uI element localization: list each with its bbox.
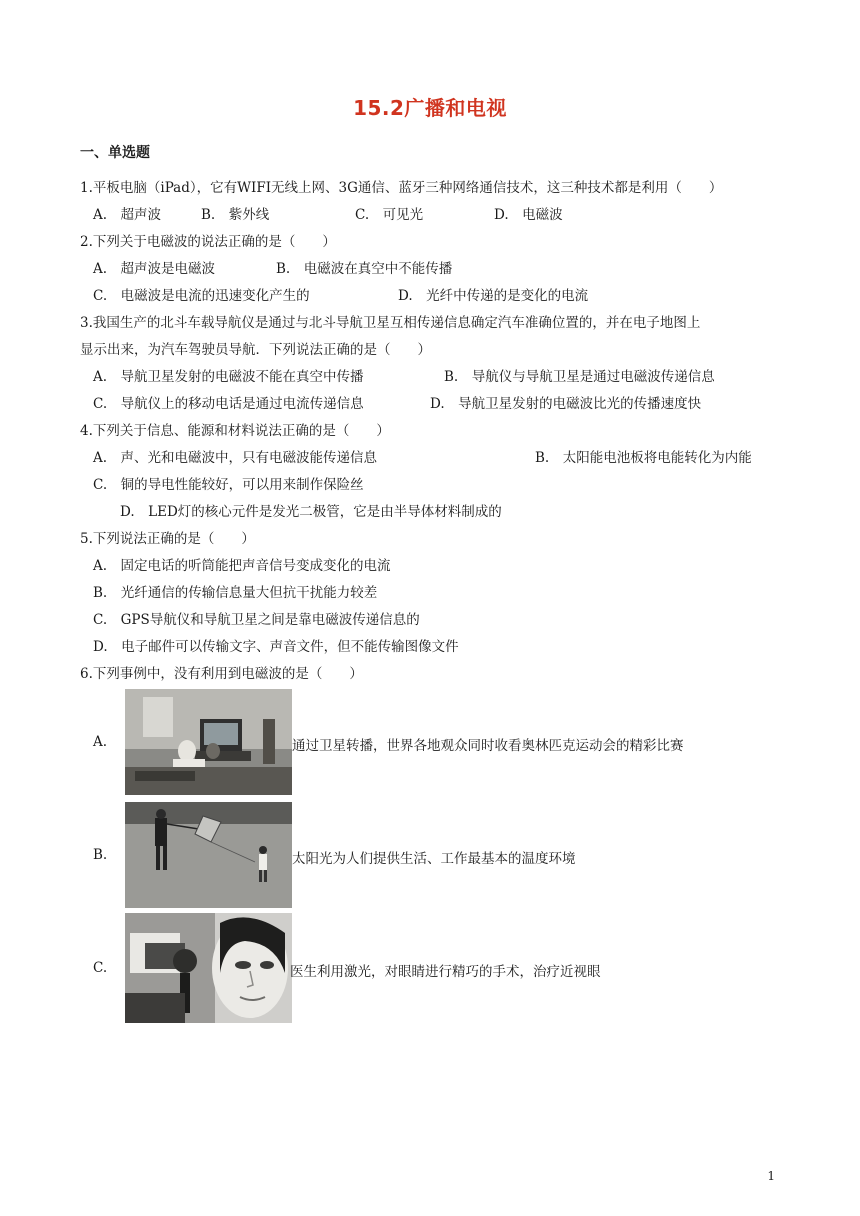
question-2-option-b: B. 电磁波在真空中不能传播 [276,261,453,277]
question-1-option-a: A. 超声波 [93,207,162,223]
eye-surgery-image [125,913,292,1023]
question-5-option-c: C. GPS导航仪和导航卫星之间是靠电磁波传递信息的 [93,612,420,628]
question-6-option-b-description: 太阳光为人们提供生活、工作最基本的温度环境 [292,851,576,867]
question-3-stem-continued: 显示出来，为汽车驾驶员导航．下列说法正确的是（ ） [80,342,431,358]
question-2-option-a: A. 超声波是电磁波 [93,261,216,277]
question-2-option-d: D. 光纤中传递的是变化的电流 [398,288,589,304]
question-5-stem: 5.下列说法正确的是（ ） [80,531,255,547]
question-6-option-a-description: 通过卫星转播，世界各地观众同时收看奥林匹克运动会的精彩比赛 [292,738,684,754]
question-5-option-a: A. 固定电话的听筒能把声音信号变成变化的电流 [93,558,391,574]
question-2-option-c: C. 电磁波是电流的迅速变化产生的 [93,288,310,304]
question-1-stem: 1.平板电脑（iPad），它有WIFI无线上网、3G通信、蓝牙三种网络通信技术，这三种技术都是利用（ ） [80,180,723,196]
section-heading: 一、单选题 [80,145,150,161]
question-1-option-b: B. 紫外线 [201,207,270,223]
question-6-option-b-label: B. [93,847,108,863]
kite-flying-photo [125,802,292,908]
question-1-option-c: C. 可见光 [355,207,424,223]
question-3-option-c: C. 导航仪上的移动电话是通过电流传递信息 [93,396,364,412]
question-5-option-d: D. 电子邮件可以传输文字、声音文件，但不能传输图像文件 [93,639,459,655]
question-4-option-a: A. 声、光和电磁波中，只有电磁波能传递信息 [93,450,378,466]
question-3-option-a: A. 导航卫星发射的电磁波不能在真空中传播 [93,369,364,385]
question-4-option-d: D. LED灯的核心元件是发光二极管，它是由半导体材料制成的 [120,504,502,520]
question-5-option-b: B. 光纤通信的传输信息量大但抗干扰能力较差 [93,585,378,601]
document-title: 15.2广播和电视 [353,96,507,120]
tv-watching-image [125,689,292,795]
question-2-stem: 2.下列关于电磁波的说法正确的是（ ） [80,234,336,250]
tv-watching-photo [125,689,292,795]
question-6-option-a-label: A. [93,734,108,750]
page-number: 1 [767,1169,775,1183]
question-4-stem: 4.下列关于信息、能源和材料说法正确的是（ ） [80,423,390,439]
question-3-stem: 3.我国生产的北斗车载导航仪是通过与北斗导航卫星互相传递信息确定汽车准确位置的，并在电子地图上 [80,315,701,331]
question-1-option-d: D. 电磁波 [494,207,563,223]
question-3-option-b: B. 导航仪与导航卫星是通过电磁波传递信息 [444,369,715,385]
question-3-option-d: D. 导航卫星发射的电磁波比光的传播速度快 [430,396,702,412]
question-4-option-b: B. 太阳能电池板将电能转化为内能 [535,450,752,466]
question-6-option-c-description: 医生利用激光，对眼睛进行精巧的手术，治疗近视眼 [290,964,601,980]
question-4-option-c: C. 铜的导电性能较好，可以用来制作保险丝 [93,477,364,493]
question-6-stem: 6.下列事例中，没有利用到电磁波的是（ ） [80,666,363,682]
eye-surgery-photo [125,913,292,1023]
kite-flying-image [125,802,292,908]
question-6-option-c-label: C. [93,960,108,976]
